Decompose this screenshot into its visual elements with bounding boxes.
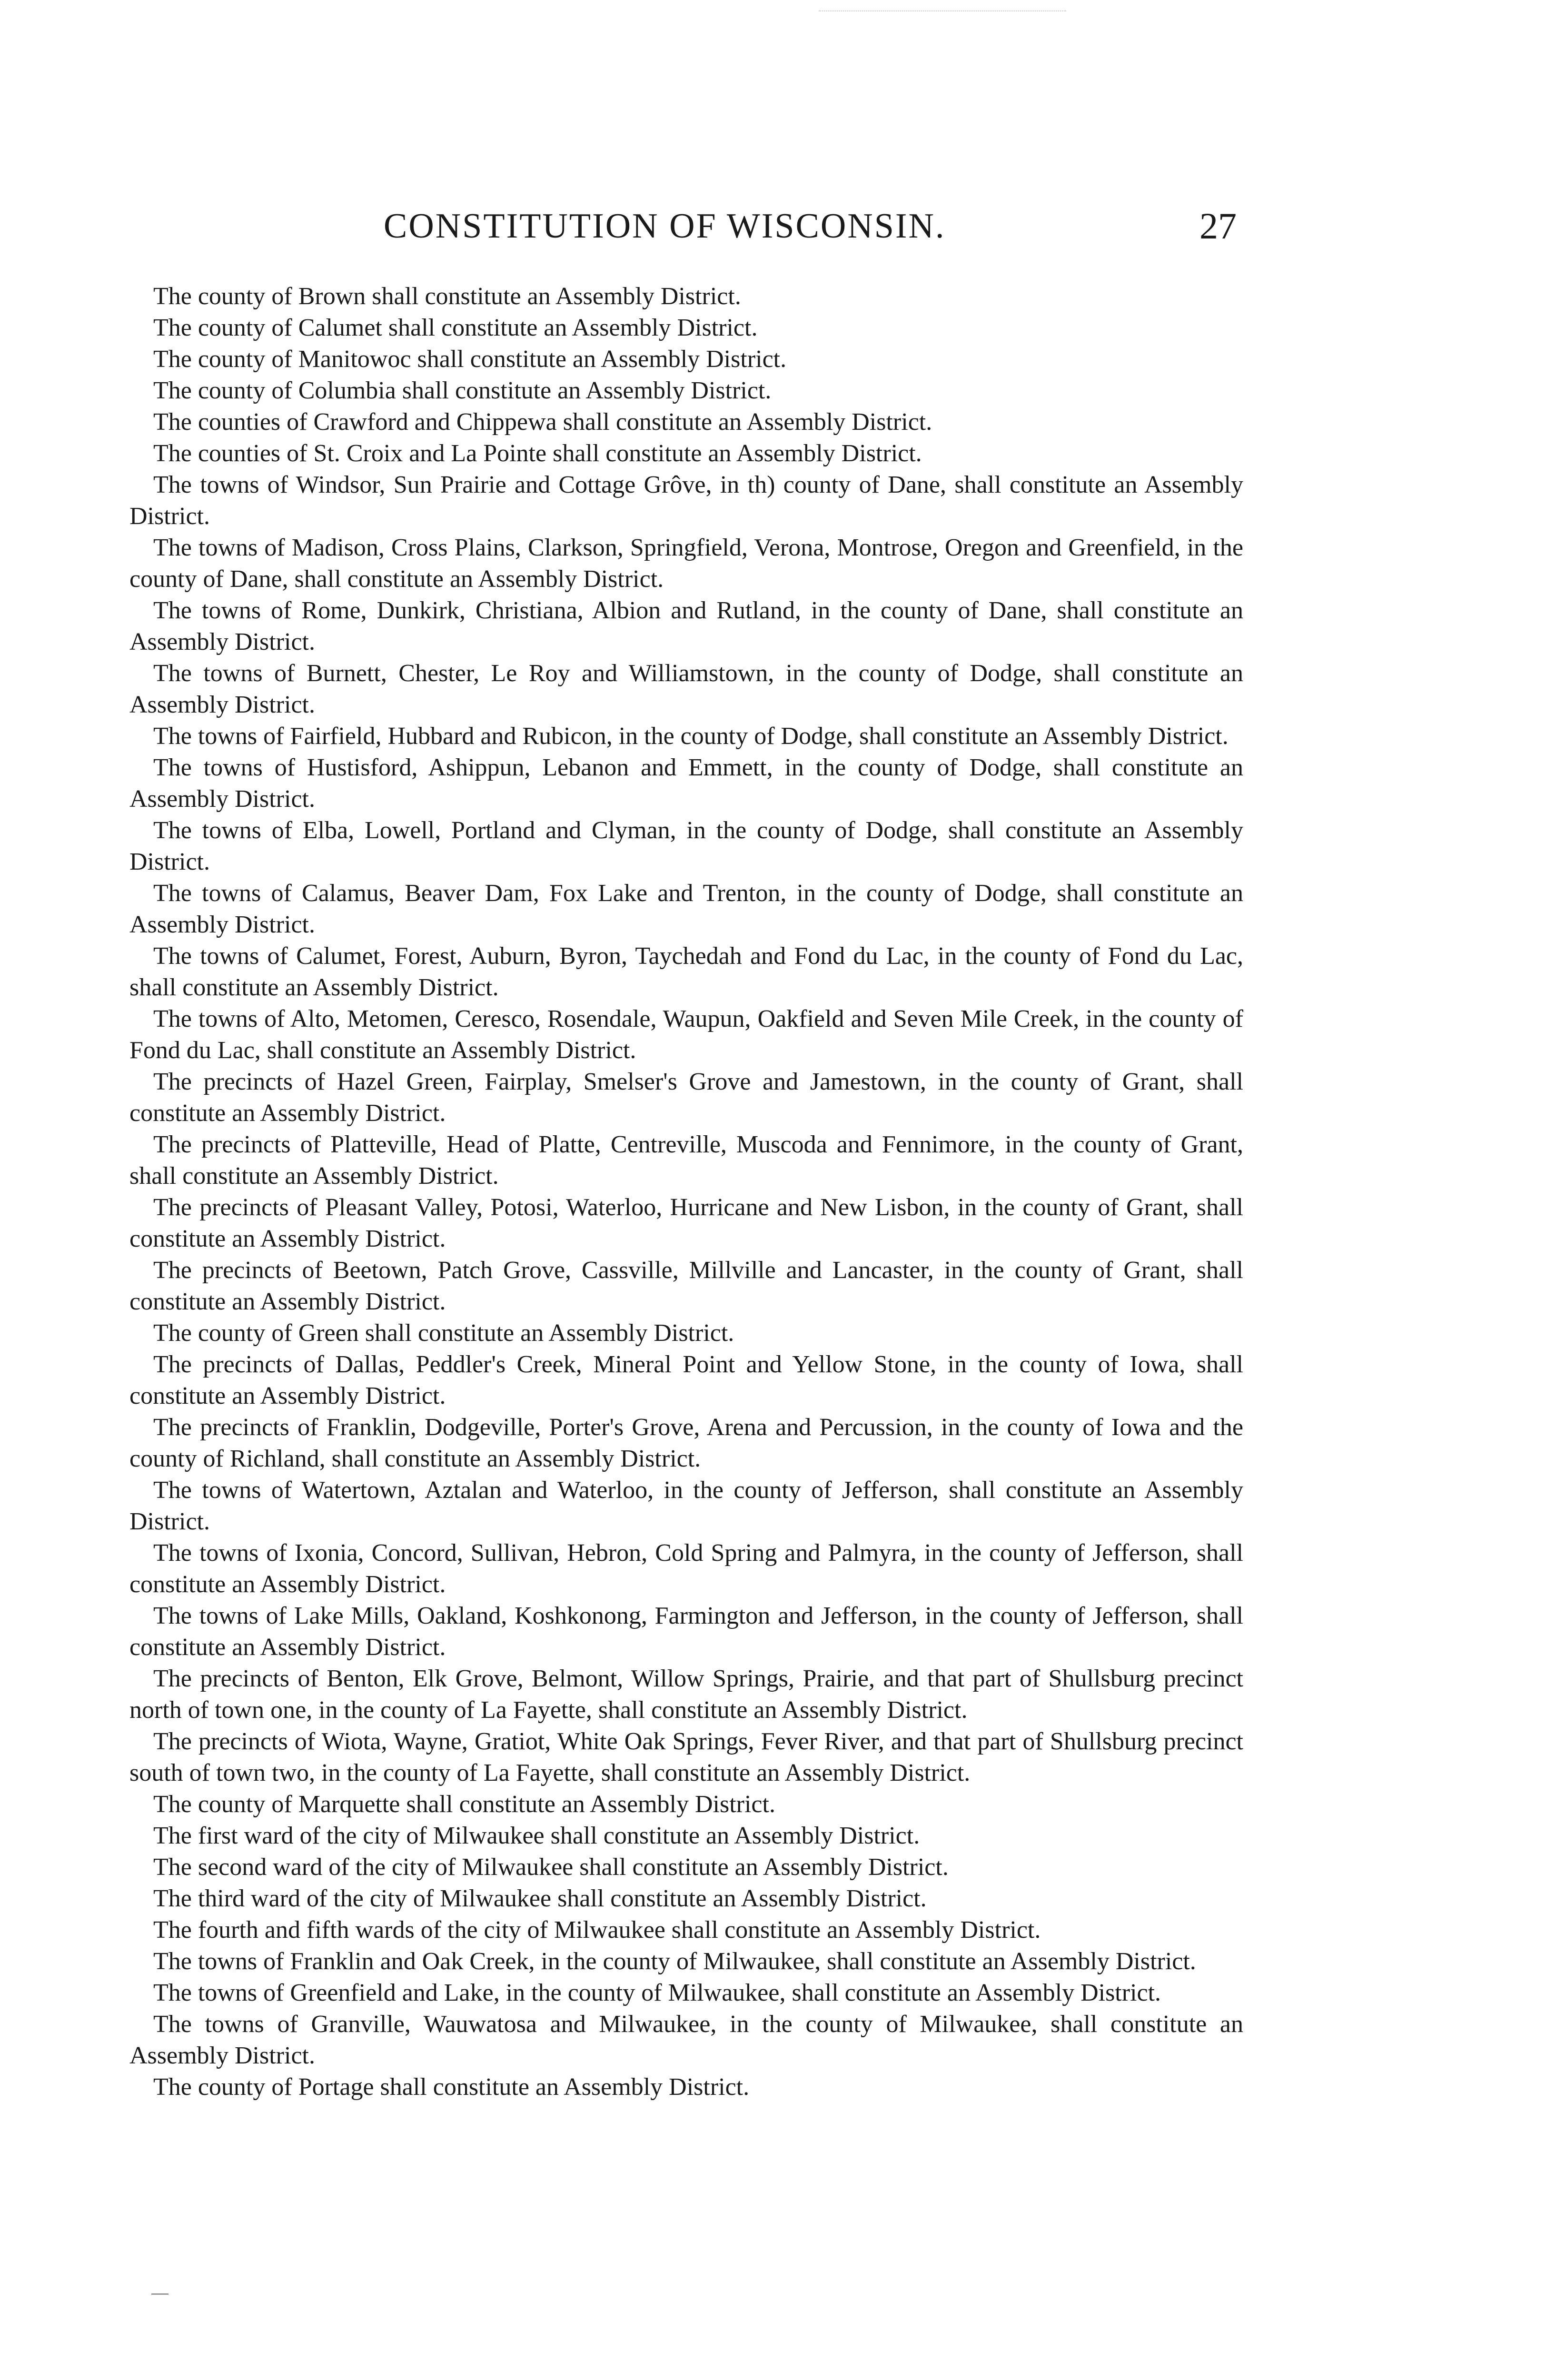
- paragraph: The towns of Franklin and Oak Creek, in the county of Milwaukee, shall constitute an Assembly District.: [153, 1948, 1196, 1975]
- page-title: CONSTITUTION OF WISCONSIN.: [384, 207, 946, 246]
- paragraph: The towns of Ixonia, Concord, Sullivan, Hebron, Cold Spring and Palmyra, in the county of Jefferson, shall constitute an Assembly District.: [129, 1539, 1243, 1598]
- paragraph: The precincts of Platteville, Head of Platte, Centreville, Muscoda and Fennimore, in the county of Grant, shall constitute an Assembly District.: [129, 1131, 1243, 1190]
- paragraph: The towns of Calamus, Beaver Dam, Fox Lake and Trenton, in the county of Dodge, shall constitute an Assembly District.: [129, 880, 1243, 938]
- paragraph: The towns of Watertown, Aztalan and Waterloo, in the county of Jefferson, shall constitute an Assembly District.: [129, 1477, 1243, 1535]
- paragraph: The towns of Calumet, Forest, Auburn, Byron, Taychedah and Fond du Lac, in the county of Fond du Lac, shall constitute an Assembly District.: [129, 942, 1243, 1001]
- page-number: 27: [1199, 205, 1237, 247]
- paragraph: The third ward of the city of Milwaukee shall constitute an Assembly District.: [153, 1885, 927, 1912]
- paragraph: The precincts of Pleasant Valley, Potosi, Waterloo, Hurricane and New Lisbon, in the county of Grant, shall constitute an Assembly District.: [129, 1194, 1243, 1252]
- running-header: [0, 205, 1546, 248]
- paragraph: The county of Marquette shall constitute an Assembly District.: [153, 1791, 775, 1818]
- paragraph: The first ward of the city of Milwaukee shall constitute an Assembly District.: [153, 1822, 920, 1849]
- paragraph: The precincts of Hazel Green, Fairplay, Smelser's Grove and Jamestown, in the county of Grant, shall constitute an Assembly District.: [129, 1068, 1243, 1127]
- paragraph: The county of Brown shall constitute an Assembly District.: [153, 283, 741, 310]
- paragraph: The precincts of Franklin, Dodgeville, Porter's Grove, Arena and Percussion, in the county of Iowa and the county of Richland, shall constitute an Assembly District.: [129, 1414, 1243, 1472]
- paragraph: The precincts of Benton, Elk Grove, Belmont, Willow Springs, Prairie, and that part of Shullsburg precinct north of town one, in the county of La Fayette, shall constitute an Assembly District.: [129, 1665, 1243, 1724]
- paragraph: The second ward of the city of Milwaukee shall constitute an Assembly District.: [153, 1854, 949, 1881]
- paragraph: The county of Portage shall constitute an Assembly District.: [153, 2073, 750, 2101]
- paragraph: The towns of Alto, Metomen, Ceresco, Rosendale, Waupun, Oakfield and Seven Mile Creek, in the county of Fond du Lac, shall constitute an Assembly District.: [129, 1005, 1243, 1064]
- paragraph: The towns of Fairfield, Hubbard and Rubicon, in the county of Dodge, shall constitute an Assembly District.: [153, 723, 1229, 750]
- scan-artifact-top: [819, 10, 1066, 11]
- paragraph: The towns of Burnett, Chester, Le Roy and Williamstown, in the county of Dodge, shall constitute an Assembly District.: [129, 660, 1243, 718]
- paragraph: The precincts of Wiota, Wayne, Gratiot, White Oak Springs, Fever River, and that part of Shullsburg precinct south of town two, in the county of La Fayette, shall constitute an Assembly District.: [129, 1728, 1243, 1786]
- paragraph: The towns of Elba, Lowell, Portland and Clyman, in the county of Dodge, shall constitute an Assembly District.: [129, 817, 1243, 875]
- paragraph: The precincts of Beetown, Patch Grove, Cassville, Millville and Lancaster, in the county of Grant, shall constitute an Assembly District.: [129, 1257, 1243, 1315]
- paragraph: The towns of Greenfield and Lake, in the county of Milwaukee, shall constitute an Assembly District.: [153, 1979, 1161, 2006]
- paragraph: The counties of St. Croix and La Pointe shall constitute an Assembly District.: [153, 440, 922, 467]
- paragraph: The county of Columbia shall constitute an Assembly District.: [153, 377, 772, 404]
- scan-artifact-bottom: [151, 2293, 168, 2295]
- paragraph: The fourth and fifth wards of the city of Milwaukee shall constitute an Assembly District.: [153, 1916, 1041, 1944]
- paragraph: The towns of Rome, Dunkirk, Christiana, Albion and Rutland, in the county of Dane, shall constitute an Assembly District.: [129, 597, 1243, 655]
- paragraph: The towns of Hustisford, Ashippun, Lebanon and Emmett, in the county of Dodge, shall constitute an Assembly District.: [129, 754, 1243, 813]
- paragraph: The county of Green shall constitute an Assembly District.: [153, 1319, 734, 1347]
- paragraph: The towns of Windsor, Sun Prairie and Cottage Grôve, in th) county of Dane, shall constitute an Assembly District.: [129, 471, 1243, 530]
- paragraph: The counties of Crawford and Chippewa shall constitute an Assembly District.: [153, 408, 932, 436]
- paragraph: The towns of Granville, Wauwatosa and Milwaukee, in the county of Milwaukee, shall constitute an Assembly District.: [129, 2011, 1243, 2069]
- paragraph: The towns of Madison, Cross Plains, Clarkson, Springfield, Verona, Montrose, Oregon and Greenfield, in the county of Dane, shall constitute an Assembly District.: [129, 534, 1243, 593]
- paragraph: The county of Calumet shall constitute an Assembly District.: [153, 314, 758, 341]
- body-text: [129, 281, 1243, 2103]
- paragraph: The precincts of Dallas, Peddler's Creek, Mineral Point and Yellow Stone, in the county of Iowa, shall constitute an Assembly District.: [129, 1351, 1243, 1409]
- paragraph: The towns of Lake Mills, Oakland, Koshkonong, Farmington and Jefferson, in the county of Jefferson, shall constitute an Assembly District.: [129, 1602, 1243, 1661]
- paragraph: The county of Manitowoc shall constitute an Assembly District.: [153, 346, 787, 373]
